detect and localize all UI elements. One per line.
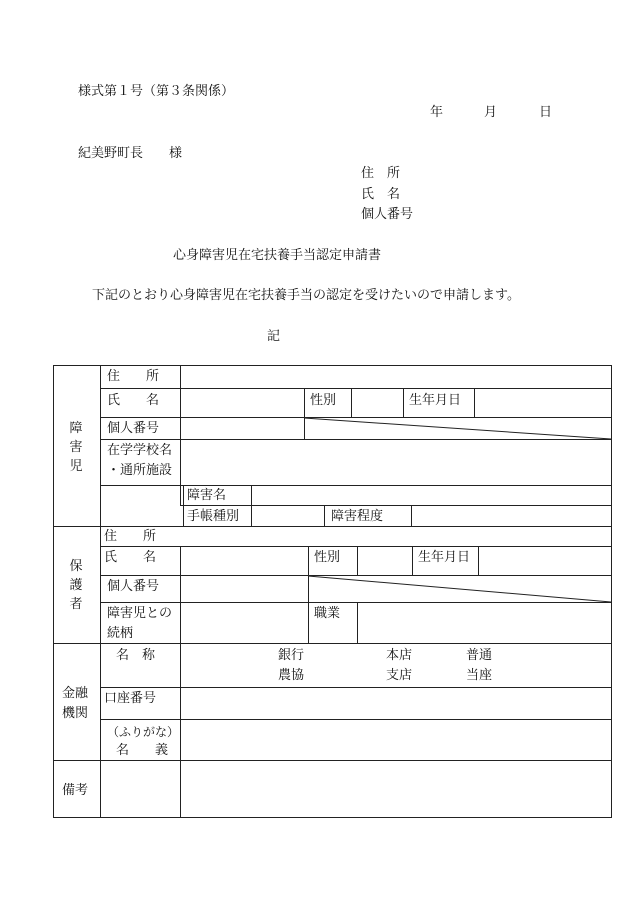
applicant-address-label: 住 所 — [361, 166, 401, 181]
date-month: 月 — [484, 105, 498, 120]
remarks-label: 備考 — [62, 783, 89, 798]
guardian-gender-label: 性別 — [314, 550, 341, 565]
child-disability-degree-label: 障害程度 — [331, 509, 384, 524]
account-holder-label: 名 義 — [116, 743, 169, 758]
applicant-mynumber-label: 個人番号 — [361, 207, 414, 222]
guardian-birthdate-label: 生年月日 — [418, 550, 471, 565]
applicant-name-label: 氏 名 — [361, 187, 401, 202]
bank-type-bank: 銀行 — [278, 648, 305, 663]
child-birthdate-label: 生年月日 — [409, 393, 462, 408]
child-section-label: 障 害 児 — [69, 421, 83, 474]
guardian-mynumber-label: 個人番号 — [107, 579, 160, 594]
child-school-label-1: 在学学校名 — [107, 443, 173, 458]
child-address-label: 住 所 — [107, 369, 160, 384]
guardian-relation-label-2: 続柄 — [107, 626, 134, 641]
guardian-address-label: 住 所 — [104, 529, 157, 544]
bank-head-office: 本店 — [386, 648, 413, 663]
child-mynumber-label: 個人番号 — [107, 421, 160, 436]
guardian-name-label: 氏 名 — [104, 550, 157, 565]
guardian-occupation-label: 職業 — [314, 606, 341, 621]
bank-branch-office: 支店 — [386, 668, 413, 683]
account-type-ordinary: 普通 — [466, 648, 493, 663]
bank-section-label-2: 機関 — [62, 706, 89, 721]
addressee: 紀美野町長 様 — [78, 146, 183, 161]
bank-name-label: 名 称 — [116, 648, 156, 663]
diagonal-guardian-mynumber — [308, 576, 611, 602]
child-school-label-2: ・通所施設 — [107, 463, 173, 478]
account-type-current: 当座 — [466, 668, 493, 683]
child-handbook-type-label: 手帳種別 — [187, 509, 240, 524]
statement: 下記のとおり心身障害児在宅扶養手当の認定を受けたいので申請します。 — [92, 288, 520, 303]
bank-section-label-1: 金融 — [62, 686, 89, 701]
guardian-relation-label-1: 障害児との — [107, 606, 173, 621]
guardian-section-label: 保 護 者 — [69, 559, 83, 612]
account-number-label: 口座番号 — [104, 691, 157, 706]
diagonal-child-mynumber — [304, 418, 611, 439]
child-name-label: 氏 名 — [107, 393, 160, 408]
ki-marker: 記 — [267, 329, 281, 344]
date-year: 年 — [430, 105, 444, 120]
child-gender-label: 性別 — [310, 393, 337, 408]
bank-type-agri: 農協 — [278, 668, 305, 683]
date-day: 日 — [539, 105, 553, 120]
furigana-label: （ふりがな） — [107, 725, 180, 739]
document-title: 心身障害児在宅扶養手当認定申請書 — [173, 248, 382, 263]
child-disability-name-label: 障害名 — [187, 488, 227, 503]
form-number: 様式第１号（第３条関係） — [78, 84, 235, 99]
